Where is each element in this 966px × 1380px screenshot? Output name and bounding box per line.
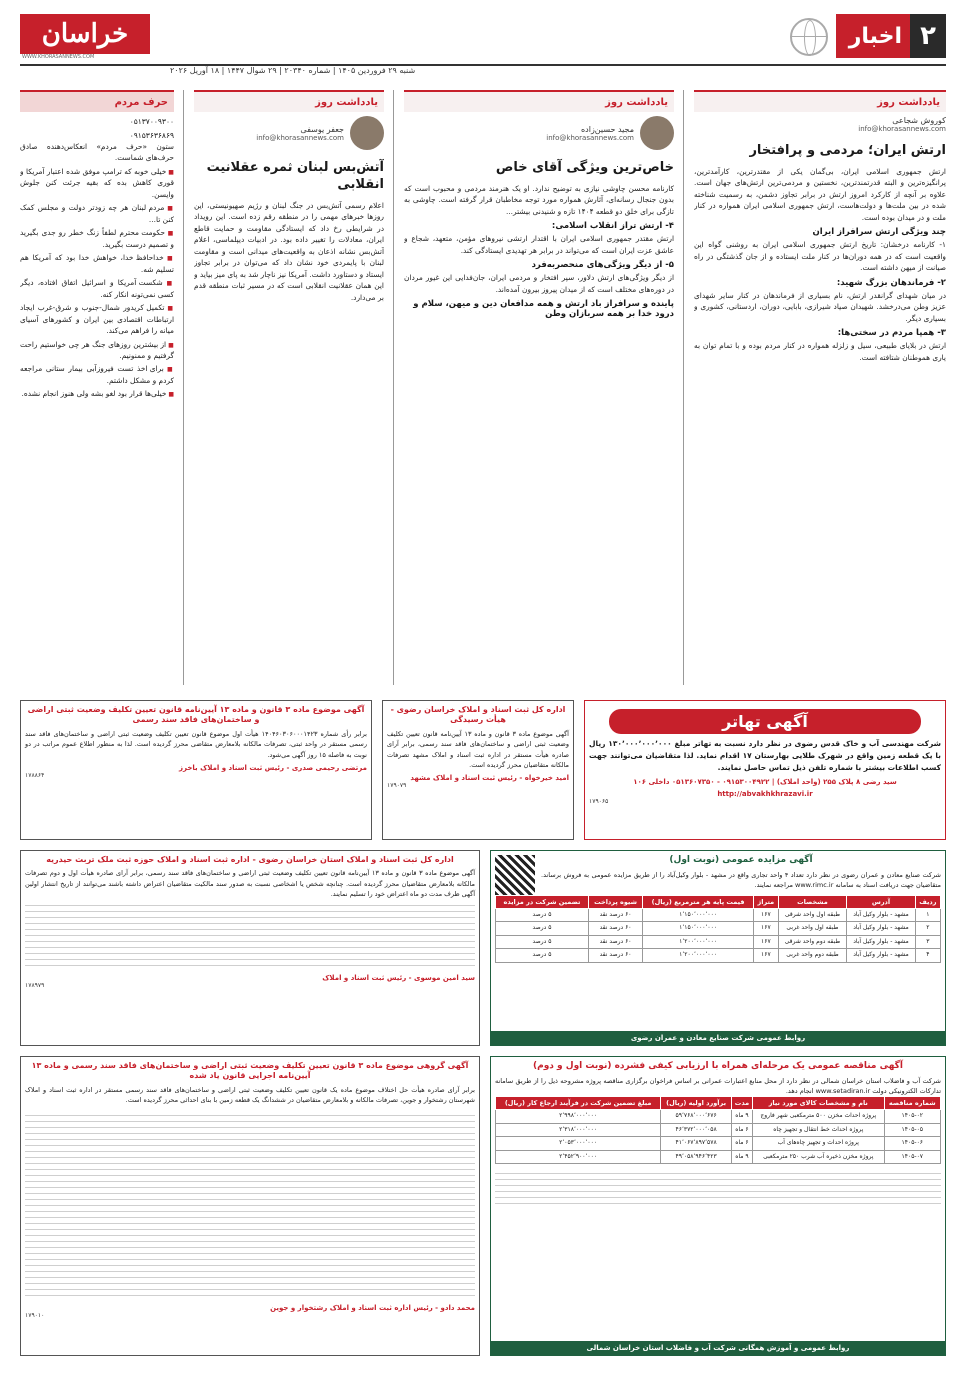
list-item: ■ مردم لبنان هر چه زودتر دولت و مجلس کمک کنن تا... [20,202,174,225]
table-header: تضمین شرکت در مزایده [496,896,589,909]
table-cell: ۱٬۱۵۰٬۰۰۰٬۰۰۰ [643,909,754,922]
auction-table [495,895,941,963]
author-name: مجید حسین‌زاده [580,124,634,134]
article-title[interactable]: ارتش ایران؛ مردمی و پرافتخار [749,143,946,158]
table-row [496,1137,941,1150]
table-cell: ۵ درصد [496,922,589,935]
ad-title: آگهی موضوع ماده ۳ قانون و ماده ۱۳ آیین‌نامه قانون تعیین تکلیف وضعیت ثبتی اراضی و ساختمان‌های فاقد سند رسمی [27,705,365,725]
table-header: نام و مشخصات کالای مورد نیاز [752,1097,884,1110]
dateline: شنبه ۲۹ فروردین ۱۴۰۵ | شماره ۲۰۳۴۰ | ۲۹ شوال ۱۴۴۷ | ۱۸ آوریل ۲۰۲۶ [170,66,416,75]
phone-number[interactable]: ۰۹۱۵۳۶۳۶۸۶۹ [129,131,174,140]
ad-address: سید رضی ۸ پلاک ۲۵۵ (واحد املاک) | ۰۹۱۵۳۰۰۴۹۲۲ - ۰۵۱۳۶۰۷۳۵۰ داخلی ۱۰۶ [633,778,897,786]
article-subhead: ۳- همپا مردم در سختی‌ها: [837,328,946,339]
article-subhead: ۴- ارتش تراز انقلاب اسلامی: [551,221,674,232]
ad-text-block [495,1168,941,1208]
table-cell: ۶۰ درصد نقد [588,922,642,935]
ad-body: شرکت صنایع معادن و عمران رضوی در نظر دارد تعداد ۴ واحد تجاری واقع در مشهد - بلوار وکیل‌آباد را از طریق مزایده عمومی به فروش برساند. متقاضیان جهت دریافت اسناد به سامانه www.rimc.ir مراجعه نمایند. [541,870,941,890]
column-intro: ستون «حرف مردم» انعکاس‌دهنده صادق حرف‌های شماست. [20,142,174,163]
ad-text-block [25,900,475,970]
table-cell: ۶۰ درصد نقد [588,949,642,962]
column-divider [683,90,684,685]
table-cell: ۶۰ درصد نقد [588,909,642,922]
table-cell: ۱۴۰۵-۰۶ [884,1137,940,1150]
table-cell: ۱۶۷ [754,935,779,948]
table-header: شماره مناقصه [884,1097,940,1110]
table-cell: ۵۹٬۷۶۸٬۰۰۰٬۶۷۶ [661,1110,732,1123]
table-row [496,935,941,948]
table-cell: مشهد - بلوار وکیل آباد [847,922,916,935]
table-header: مشخصات [778,896,847,909]
article-paragraph: از دیگر ویژگی‌های ارتش دلاور، سپر افتخار و مردمی ایران، جان‌فدایی این غیور مردان در دوره‌های مختلف است که از میدان پیروز بیرون آمده‌اند. [404,273,674,294]
table-cell: ۲٬۰۵۳٬۰۰۰٬۰۰۰ [496,1137,661,1150]
ad-body: شرکت آب و فاضلاب استان خراسان شمالی در نظر دارد از محل منابع اعتبارات عمرانی بر اساس فراخوان برگزاری مناقصه پروژه مشروحه ذیل را از طریق سامانه تدارکات الکترونیکی دولت www.setadiran.ir انجام دهد. [495,1076,941,1096]
list-item: ■ حکومت محترم لطفاً زنگ خطر رو جدی بگیرید و تصمیم درست بگیرید. [20,227,174,250]
newspaper-logo[interactable]: خراسان [20,14,150,54]
table-cell: ۵ درصد [496,935,589,948]
ad-code: ۱۷۹۰۶۵ [589,798,609,805]
list-item: ■ خیلی خوبه که ترامپ موفق شده اعتبار آمریکا و قوری کاهش بده که بقیه جرئت کنن جلوش وایسن. [20,166,174,200]
column-kicker: یادداشت روز [694,90,946,112]
globe-icon [790,18,828,56]
ad-text-block [25,1110,475,1300]
ad-title: اداره کل ثبت اسناد و املاک استان خراسان رضوی - اداره ثبت اسناد و املاک حوزه ثبت ملک تربت حیدریه [46,855,454,864]
column-chavoshi [404,90,674,685]
ad-land-torbat [20,850,480,1046]
article-paragraph: ۱- کارنامه درخشان: تاریخ ارتش جمهوری اسلامی ایران به روشنی گواه این واقعیت است که در همه دوران‌ها در کنار ملت ایستاده و از جان گذشتگی در راه صیانت از میهن داشته است. [694,240,946,273]
table-row [496,949,941,962]
article-subhead: ۵- از دیگر ویژگی‌های منحصربه‌فرد [531,260,674,271]
author-email[interactable]: info@khorasannews.com [256,133,344,142]
ad-code: ۱۷۸۸۶۴ [25,771,45,779]
table-row [496,1150,941,1163]
ad-auction [490,850,946,1046]
column-divider [393,90,394,685]
table-cell: ۹ ماه [731,1150,752,1163]
table-row [496,922,941,935]
table-cell: ۲٬۹۹۸٬۰۰۰٬۰۰۰ [496,1110,661,1123]
ad-band: آگهی تهاتر [609,709,921,734]
tender-table [495,1096,941,1164]
table-row [496,1110,941,1123]
author-name: جعفر یوسفی [300,124,344,134]
table-cell: ۹ ماه [731,1110,752,1123]
table-row [496,1123,941,1136]
table-cell: ۱٬۱۵۰٬۰۰۰٬۰۰۰ [643,922,754,935]
author-avatar [350,116,384,150]
column-kicker: حرف مردم [20,90,174,112]
ad-title: آگهی مناقصه عمومی یک مرحله‌ای همراه با ارزیابی کیفی فشرده (نوبت اول و دوم) [532,1061,903,1071]
table-cell: ۱٬۲۰۰٬۰۰۰٬۰۰۰ [643,949,754,962]
table-header: مدت [731,1097,752,1110]
author-avatar [640,116,674,150]
table-cell: مشهد - بلوار وکیل آباد [847,935,916,948]
ad-exchange [584,700,946,840]
table-cell: ۴۶٬۳۷۲٬۰۰۰٬۰۵۸ [661,1123,732,1136]
list-item: ■ از بیشترین روزهای جنگ هر چی خواستیم راحت گرفتیم و ممنونیم. [20,339,174,362]
table-cell: مشهد - بلوار وکیل آباد [847,949,916,962]
table-cell: ۶ ماه [731,1123,752,1136]
table-cell: ۴۹٬۰۵۸٬۹۴۶٬۴۲۳ [661,1150,732,1163]
table-cell: ۵ درصد [496,909,589,922]
table-header: برآورد اولیه (ریال) [661,1097,732,1110]
list-item: ■ تکمیل کریدور شمال-جنوب و شرق-غرب ایجاد ارتباطات اقتصادی بین ایران و کشورهای آسیای میانه را فراهم می‌کند. [20,302,174,336]
table-cell: ۱۴۰۵-۰۲ [884,1110,940,1123]
list-item: ■ برای اخذ تست فیروزآبی بیمار ستانی مراجعه کردم و مشکل داشتم. [20,363,174,386]
table-cell: ۱۶۷ [754,922,779,935]
ad-body: برابر رأی شماره ۱۴۰۴۶۰۳۰۶۰۰۰۱۴۲۳ هیأت اول موضوع قانون تعیین تکلیف وضعیت ثبتی اراضی و ساختمان‌های فاقد سند رسمی مستقر در واحد ثبتی، تصرفات مالکانه بلامعارض متقاضی محرز گردیده است. لذا به منظور اطلاع عموم مراتب در دو نوبت به فاصله ۱۵ روز آگهی می‌شود. [25,729,367,759]
ad-body: شرکت مهندسی آب و خاک قدس رضوی در نظر دارد نسبت به تهاتر مبلغ ۱۳۰٬۰۰۰٬۰۰۰٬۰۰۰ ریال با یک قطعه زمین واقع در شهرک طلایی بهارستان ۱۷ اقدام نماید. لذا متقاضیان می‌توانند جهت کسب اطلاعات بیشتر با شماره تلفن ذیل تماس حاصل نمایند. [589,739,941,772]
ad-land-bakharz [20,700,372,840]
column-public-voice [20,90,174,685]
author-email[interactable]: info@khorasannews.com [858,125,946,133]
table-cell: ۱ [915,909,940,922]
column-lebanon [194,90,384,685]
table-cell: ۱٬۲۰۰٬۰۰۰٬۰۰۰ [643,935,754,948]
ad-group-land [20,1056,480,1356]
table-header: مبلغ تضمین شرکت در فرآیند ارجاع کار (ریال) [496,1097,661,1110]
article-paragraph: در میان شهدای گرانقدر ارتش، نام بسیاری از فرماندهان در کنار سایر شهدای عزیز وطن می‌درخشد. شهیدان صیاد شیرازی، بابایی، دوران، اردستانی، کشوری و بسیاری دیگر. [694,290,946,323]
table-cell: پروژه احداث خط انتقال و تجهیز چاه [752,1123,884,1136]
ad-body: آگهی موضوع ماده ۳ قانون و ماده ۱۳ آیین‌نامه قانون تعیین تکلیف وضعیت ثبتی اراضی و ساختمان‌های فاقد سند رسمی، برابر آرای صادره هیأت مستقر در اداره ثبت اسناد و املاک مشهد تصرفات مالکانه متقاضیان محرز گردیده است. [387,729,569,769]
list-item: ■ خیلی‌ها قرار بود لغو بشه ولی هنوز انجام نشده. [20,388,174,399]
ad-code: ۱۷۹۰۱۰ [25,1311,45,1319]
ad-body: برابر آرای صادره هیأت حل اختلاف موضوع ماده یک قانون تعیین تکلیف وضعیت ثبتی اراضی و ساختمان‌های فاقد سند رسمی مستقر در اداره ثبت اسناد و املاک شهرستان رشتخوار و جوین، تصرفات مالکانه و بلامعارض متقاضیان در ششدانگ یک قطعه زمین با بنای احداثی محرز گردیده است. [25,1085,475,1105]
column-kicker: یادداشت روز [404,90,674,112]
ad-footer: روابط عمومی و آموزش همگانی شرکت آب و فاضلاب استان خراسان شمالی [491,1341,945,1355]
table-cell: ۱۶۷ [754,949,779,962]
section-name: اخبار [848,23,902,49]
table-header: آدرس [847,896,916,909]
ad-code: ۱۷۹۰۷۹ [387,782,407,790]
column-divider [183,90,184,685]
article-closing: پاینده و سرافراز باد ارتش و همه مدافعان دین و میهن، سلام و درود خدا بر همه سربازان وطن [413,299,674,320]
table-cell: ۱۴۰۵-۰۵ [884,1123,940,1136]
table-header: متراژ [754,896,779,909]
ad-header [495,855,941,895]
article-subhead: چند ویژگی ارتش سرافراز ایران [812,227,946,238]
ad-water-tender [490,1056,946,1356]
table-row [496,909,941,922]
table-cell: ۵ درصد [496,949,589,962]
table-cell: طبقه اول واحد شرقی [778,909,847,922]
section-badge [836,14,946,58]
author-name: کوروش شجاعی [892,116,946,125]
table-cell: طبقه دوم واحد شرقی [778,935,847,948]
author-email[interactable]: info@khorasannews.com [546,133,634,142]
table-cell: ۱۴۰۵-۰۷ [884,1150,940,1163]
ad-title: آگهی مزایده عمومی (نوبت اول) [669,855,813,865]
table-cell: طبقه دوم واحد غربی [778,949,847,962]
article-title[interactable]: خاص‌ترین ویژگی آقای خاص [495,160,674,175]
table-cell: ۴۱٬۰۶۷٬۸۹۷٬۵۷۸ [661,1137,732,1150]
ad-signature: امید خیرخواه - رئیس ثبت اسناد و املاک مشهد [410,774,569,783]
table-header: قیمت پایه هر مترمربع (ریال) [643,896,754,909]
table-cell: مشهد - بلوار وکیل آباد [847,909,916,922]
ad-land-mashhad [382,700,574,840]
table-header: ردیف [915,896,940,909]
table-cell: ۱۶۷ [754,909,779,922]
ad-body: آگهی موضوع ماده ۳ قانون و ماده ۱۳ آیین‌نامه قانون تعیین تکلیف وضعیت ثبتی اراضی و ساختمان‌های فاقد سند رسمی، برابر آرای صادره هیأت اول و دوم تصرفات مالکانه بلامعارض متقاضیان محرز گردیده است. چنانچه شخص یا اشخاصی نسبت به صدور سند مالکیت متقاضیان اعتراض داشته باشند می‌توانند از تاریخ انتشار اولین آگهی ظرف مدت دو ماه اعتراض خود را تسلیم نمایند. [25,869,476,899]
table-header: شیوه پرداخت [588,896,642,909]
ad-footer: روابط عمومی شرکت صنایع معادن و عمران رضوی [491,1031,945,1045]
logo-url: WWW.KHORASANNEWS.COM [22,54,95,60]
article-paragraph: ارتش مقتدر جمهوری اسلامی ایران با اقتدار ارتشی نیروهای مؤمن، متعهد، شجاع و عاشق عزت ایران است که می‌تواند در برابر هر تهدیدی ایستادگی کند. [404,234,674,255]
qr-code-icon[interactable] [495,855,535,895]
table-cell: طبقه اول واحد غربی [778,922,847,935]
byline [194,116,384,150]
column-kicker: یادداشت روز [194,90,384,112]
table-cell: ۲ [915,922,940,935]
ad-title: اداره کل ثبت اسناد و املاک خراسان رضوی - هیأت رسیدگی [390,705,566,725]
ad-signature: سید امین موسوی - رئیس ثبت اسناد و املاک [322,973,475,982]
column-army [694,90,946,685]
page-header [20,14,946,75]
article-body: اعلام رسمی آتش‌بس در جنگ لبنان و رژیم صهیونیستی، این روزها خبرهای مهمی را در منطقه رقم زده است. این رویداد در شرایطی رخ داد که ایستادگی مقاومت و حمایت قاطع ایران، معادلات را تغییر داده بود. در ادبیات دیپلماسی، اعلام آتش‌بس نشانه اذعان به واقعیت‌های میدانی است و مقاومت لبنان با پایمردی خود نشان داد که می‌توان در برابر تجاوز ایستاد و دستاورد داشت. آمریکا نیز ناچار شد به پای میز بیاید و این همان عقلانیت انقلابی است که در مسیر ثبات منطقه قدم بر می‌دارد. [194,200,384,302]
table-cell: ۳ [915,935,940,948]
table-cell: پروژه احداث و تجهیز چاه‌های آب [752,1137,884,1150]
article-body: ارتش جمهوری اسلامی ایران، بی‌گمان یکی از مقتدرترین، کارآمدترین، پرانگیزه‌ترین و البته قدرتمندترین، نخستین و مردمی‌ترین ارتش‌های جهان است. علاوه بر آنچه از کارکرد امروز ارتش در برابر تجاوز دشمن، به رسمیت شناخته شده در بین ملت‌ها و دولت‌هاست، ارتش جمهوری اسلامی ایران همواره در کنار ملت و در میدان بوده است. [694,166,946,222]
list-item: ■ شکست آمریکا و اسرائیل اتفاق افتاده، دیگر کسی نمی‌تونه انکار کنه. [20,277,174,300]
table-cell: ۴ [915,949,940,962]
table-cell: ۲٬۳۱۸٬۰۰۰٬۰۰۰ [496,1123,661,1136]
ad-title: آگهی گروهی موضوع ماده ۳ قانون تعیین تکلیف وضعیت ثبتی اراضی و ساختمان‌های فاقد سند رسمی و ماده ۱۳ آیین‌نامه اجرایی قانون یاد شده [31,1061,469,1081]
section-number: ۲ [910,14,946,58]
table-cell: پروژه احداث مخزن ۵۰۰ مترمکعبی شهر فاروج [752,1110,884,1123]
byline [404,116,674,150]
article-body: کارنامه محسن چاوشی نیازی به توضیح ندارد. او یک هنرمند مردمی و محبوب است که بدون جنجال رسانه‌ای، آثارش همواره مورد توجه مخاطبان قرار گرفته است. چاوشی به تازگی برای خلق دو قطعه ۱۴۰۴ تازه و شنیدنی بیشتر... [404,183,674,216]
article-title[interactable]: آتش‌بس لبنان ثمره عقلانیت انقلابی [206,160,384,192]
article-subhead: ۲- فرماندهان بزرگ شهید: [836,277,946,288]
ad-signature: مرتضی رحیمی صدری - رئیس ثبت اسناد و املاک باخرز [178,763,367,772]
list-item: ■ خداحافظ خدا، خواهش خدا بود که آمریکا هم تسلیم شه. [20,252,174,275]
table-cell: ۶۰ درصد نقد [588,935,642,948]
header-divider [20,64,946,66]
byline [694,116,946,133]
table-cell: پروژه مخزن ذخیره آب شرب ۲۵۰ مترمکعبی [752,1150,884,1163]
article-paragraph: ارتش در بلایای طبیعی، سیل و زلزله همواره در کنار مردم بوده و با تمام توان به یاری هموطنان شتافته است. [694,341,946,362]
table-cell: ۶ ماه [731,1137,752,1150]
table-cell: ۲٬۴۵۲٬۹۰۰٬۰۰۰ [496,1150,661,1163]
ad-signature: محمد دادو - رئیس اداره ثبت اسناد و املاک رشتخوار و جوین [270,1303,475,1312]
phone-number[interactable]: ۰۵۱۳۷۰۰۹۳۰۰ [129,117,174,126]
ad-code: ۱۷۸۹۷۹ [25,981,45,989]
ad-url[interactable]: http://abvakhkhrazavi.ir [717,790,813,798]
